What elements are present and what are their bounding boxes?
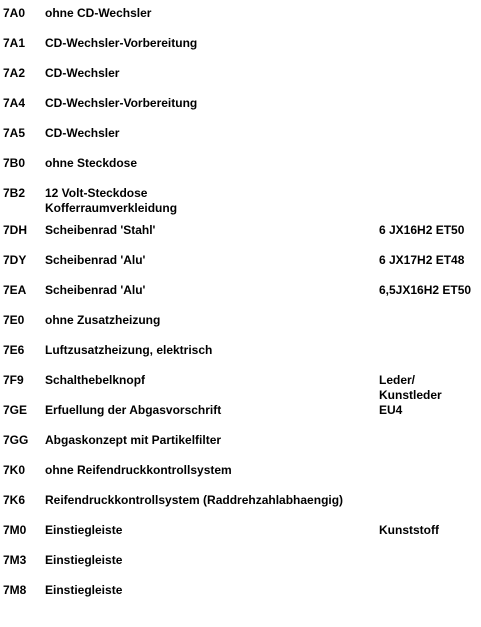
option-code: 7K0 (3, 463, 26, 477)
option-code: 7A4 (3, 96, 26, 110)
option-code: 7K6 (3, 493, 26, 507)
option-description: 12 Volt-Steckdose Kofferraumverkleidung (45, 186, 178, 215)
option-description: Einstiegleiste (45, 553, 123, 567)
option-code: 7A1 (3, 36, 26, 50)
option-code: 7DY (3, 253, 27, 267)
option-description: CD-Wechsler (45, 66, 120, 80)
option-code: 7B0 (3, 156, 26, 170)
option-code: 7GE (3, 403, 28, 417)
option-description: Einstiegleiste (45, 523, 123, 537)
option-description: ohne CD-Wechsler (45, 6, 152, 20)
option-description: ohne Steckdose (45, 156, 138, 170)
option-description: CD-Wechsler-Vorbereitung (45, 36, 198, 50)
option-description: CD-Wechsler-Vorbereitung (45, 96, 198, 110)
option-description: Abgaskonzept mit Partikelfilter (45, 433, 222, 447)
option-code: 7M3 (3, 553, 27, 567)
option-code: 7F9 (3, 373, 24, 387)
option-description: Einstiegleiste (45, 583, 123, 597)
option-description: ohne Zusatzheizung (45, 313, 161, 327)
option-value: Leder/ Kunstleder (379, 373, 442, 402)
option-description: Reifendruckkontrollsystem (Raddrehzahlabhaengig) (45, 493, 344, 507)
option-value: EU4 (379, 403, 403, 417)
option-code: 7M8 (3, 583, 27, 597)
option-description: Scheibenrad 'Alu' (45, 253, 146, 267)
option-description: Luftzusatzheizung, elektrisch (45, 343, 213, 357)
option-code: 7B2 (3, 186, 26, 200)
option-value: 6,5JX16H2 ET50 (379, 283, 472, 297)
option-code: 7E0 (3, 313, 25, 327)
option-code: 7A5 (3, 126, 26, 140)
option-code: 7GG (3, 433, 29, 447)
option-description: Schalthebelknopf (45, 373, 146, 387)
option-value: 6 JX17H2 ET48 (379, 253, 465, 267)
option-code: 7M0 (3, 523, 27, 537)
option-description: Erfuellung der Abgasvorschrift (45, 403, 222, 417)
option-code: 7A2 (3, 66, 26, 80)
option-description: Scheibenrad 'Alu' (45, 283, 146, 297)
option-description: CD-Wechsler (45, 126, 120, 140)
option-description: Scheibenrad 'Stahl' (45, 223, 156, 237)
option-code: 7DH (3, 223, 28, 237)
option-description: ohne Reifendruckkontrollsystem (45, 463, 232, 477)
option-value: Kunststoff (379, 523, 439, 537)
option-value: 6 JX16H2 ET50 (379, 223, 465, 237)
option-code: 7EA (3, 283, 27, 297)
option-code: 7E6 (3, 343, 25, 357)
option-code: 7A0 (3, 6, 26, 20)
